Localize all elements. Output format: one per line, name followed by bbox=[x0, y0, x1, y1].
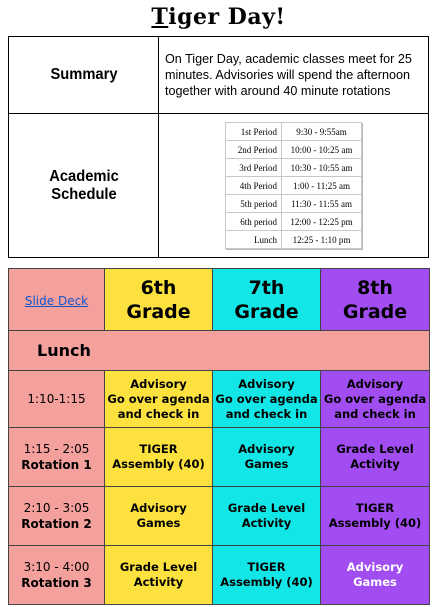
schedule-grid-row bbox=[9, 371, 430, 428]
activity-line: Grade Level bbox=[119, 560, 198, 574]
activity-line: Go over agenda bbox=[107, 391, 210, 406]
time-range: 3:10 - 4:00 bbox=[23, 560, 90, 574]
period-name: Lunch bbox=[226, 231, 282, 249]
lunch-row bbox=[9, 331, 430, 371]
activity-line: Advisory bbox=[238, 376, 295, 391]
schedule-grid-row bbox=[9, 487, 430, 546]
schedule-row bbox=[226, 195, 362, 213]
activity-line: Advisory bbox=[238, 442, 295, 456]
page-title bbox=[0, 4, 437, 30]
academic-schedule-cell bbox=[159, 114, 429, 258]
activity-line: Assembly (40) bbox=[112, 457, 205, 471]
activity-line: Advisory bbox=[346, 376, 404, 391]
period-name: 1st Period bbox=[226, 123, 282, 141]
period-time: 12:00 - 12:25 pm bbox=[282, 213, 362, 231]
rotation-label: Rotation 2 bbox=[21, 517, 92, 531]
time-slot bbox=[9, 546, 105, 605]
lunch-label: Lunch bbox=[9, 331, 430, 371]
time-slot bbox=[9, 371, 105, 428]
time-range: 1:10-1:15 bbox=[27, 392, 86, 406]
activity-line: TIGER bbox=[139, 442, 178, 456]
grade-6-activity bbox=[105, 428, 213, 487]
academic-schedule-image bbox=[225, 122, 362, 249]
activity-line: and check in bbox=[334, 406, 416, 421]
activity-line: Activity bbox=[133, 575, 184, 589]
grade-6-word: Grade bbox=[126, 300, 191, 323]
period-time: 9:30 - 9:55am bbox=[282, 123, 362, 141]
period-name: 5th period bbox=[226, 195, 282, 213]
rotation-label: Rotation 1 bbox=[21, 458, 92, 472]
activity-line: Assembly (40) bbox=[328, 516, 422, 530]
title-first-letter: T bbox=[151, 4, 169, 30]
activity-line: Advisory bbox=[130, 376, 187, 391]
grade-8-activity bbox=[321, 487, 430, 546]
activity-line: Grade Level bbox=[336, 442, 414, 456]
rotation-label: Rotation 3 bbox=[21, 576, 92, 590]
period-name: 3rd Period bbox=[226, 159, 282, 177]
grade-header-row bbox=[9, 269, 430, 331]
schedule-row bbox=[226, 213, 362, 231]
activity-line: Games bbox=[136, 516, 181, 530]
time-slot bbox=[9, 428, 105, 487]
period-time: 1:00 - 11:25 am bbox=[282, 177, 362, 195]
grade-7-activity bbox=[213, 428, 321, 487]
schedule-row bbox=[226, 141, 362, 159]
activity-line: and check in bbox=[117, 406, 200, 421]
grade-8-word: Grade bbox=[342, 300, 408, 323]
summary-table bbox=[8, 36, 429, 258]
activity-line: Go over agenda bbox=[215, 391, 318, 406]
activity-line: Games bbox=[244, 457, 289, 471]
time-range: 1:15 - 2:05 bbox=[23, 442, 90, 456]
grade-8-activity bbox=[321, 428, 430, 487]
grade-6-number: 6th bbox=[140, 276, 177, 299]
grade-8-number: 8th bbox=[357, 276, 393, 299]
activity-line: Games bbox=[353, 575, 397, 589]
grade-8-activity bbox=[321, 546, 430, 605]
summary-text: On Tiger Day, academic classes meet for 25 minutes. Advisories will spend the afternoon together with around 40 minute rotations bbox=[159, 37, 429, 114]
slide-deck-cell bbox=[9, 269, 105, 331]
academic-schedule-label: Academic Schedule bbox=[15, 114, 153, 258]
period-time: 10:00 - 10:25 am bbox=[282, 141, 362, 159]
activity-line: Assembly (40) bbox=[220, 575, 313, 589]
title-rest: iger Day! bbox=[168, 4, 286, 30]
activity-line: Activity bbox=[350, 457, 400, 471]
grade-schedule-grid bbox=[8, 268, 430, 605]
grade-6-header bbox=[105, 269, 213, 331]
grade-7-word: Grade bbox=[234, 300, 299, 323]
activity-line: TIGER bbox=[355, 501, 395, 515]
schedule-row bbox=[226, 159, 362, 177]
summary-label: Summary bbox=[15, 37, 153, 114]
grade-8-header bbox=[321, 269, 430, 331]
period-time: 11:30 - 11:55 am bbox=[282, 195, 362, 213]
period-time: 12:25 - 1:10 pm bbox=[282, 231, 362, 249]
grade-6-activity bbox=[105, 546, 213, 605]
time-range: 2:10 - 3:05 bbox=[23, 501, 90, 515]
grade-6-activity bbox=[105, 371, 213, 428]
activity-line: Advisory bbox=[346, 560, 404, 574]
schedule-grid-row bbox=[9, 428, 430, 487]
period-name: 2nd Period bbox=[226, 141, 282, 159]
activity-line: TIGER bbox=[247, 560, 286, 574]
schedule-row bbox=[226, 231, 362, 249]
period-name: 4th Period bbox=[226, 177, 282, 195]
activity-line: and check in bbox=[225, 406, 308, 421]
grade-7-header bbox=[213, 269, 321, 331]
grade-7-number: 7th bbox=[248, 276, 285, 299]
schedule-grid-row bbox=[9, 546, 430, 605]
grade-7-activity bbox=[213, 487, 321, 546]
grade-8-activity bbox=[321, 371, 430, 428]
grade-6-activity bbox=[105, 487, 213, 546]
period-name: 6th period bbox=[226, 213, 282, 231]
grade-7-activity bbox=[213, 546, 321, 605]
activity-line: Grade Level bbox=[227, 501, 306, 515]
grade-7-activity bbox=[213, 371, 321, 428]
activity-line: Activity bbox=[241, 516, 292, 530]
schedule-row bbox=[226, 123, 362, 141]
schedule-row bbox=[226, 177, 362, 195]
activity-line: Advisory bbox=[130, 501, 187, 515]
slide-deck-link[interactable]: Slide Deck bbox=[24, 294, 89, 308]
period-time: 10:30 - 10:55 am bbox=[282, 159, 362, 177]
time-slot bbox=[9, 487, 105, 546]
activity-line: Go over agenda bbox=[323, 391, 427, 406]
